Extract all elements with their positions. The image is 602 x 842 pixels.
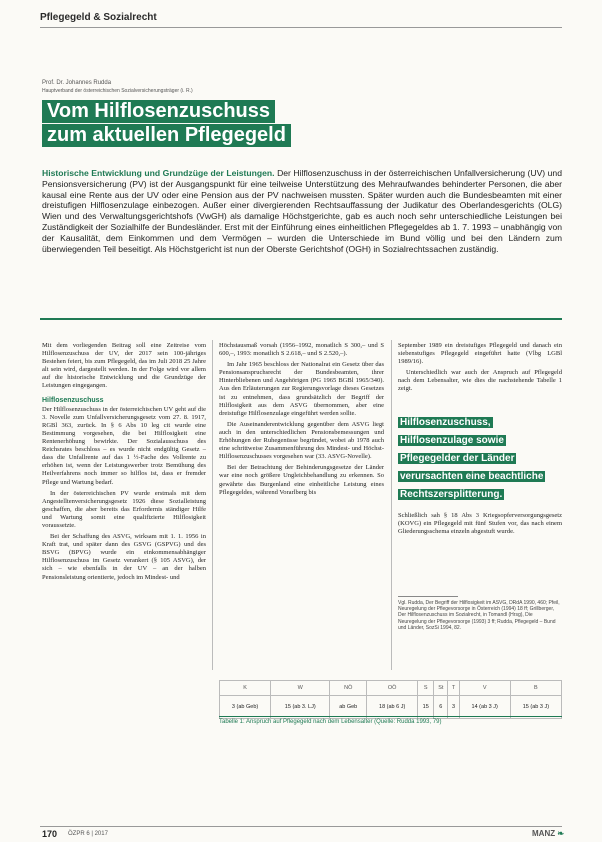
body-paragraph: Im Jahr 1965 beschloss der Nationalrat ein Gesetz über das Pensionsanspruchsrecht der Bundesbeamten, ihrer Hinterbliebenen und Angehörigen (PG 1965 BGBl 1965/340). Aus den Erläuterungen zur Regierungsvorlage dieses Gesetzes ist zu entnehmen, dass grundsätzlich der Begriff der Hilflosigkeit aus dem ASVG übernommen, aber eine dreistufige Hilflosenzulage eingeführt werden sollte. [219, 361, 384, 417]
title-line-1: Vom Hilflosenzuschuss [42, 100, 275, 123]
body-paragraph: Bei der Betrachtung der Behinderungsgesetze der Länder war eine noch größere Ungleichbehandlung zu erkennen. So gewährte das Burgenland eine einheitliche Leistung eines Pflegegeldes, während Vorarlberg bis [219, 464, 384, 496]
section-header: Pflegegeld & Sozialrecht [40, 12, 157, 23]
journal-issue: ÖZPR 6 | 2017 [68, 831, 108, 837]
eligibility-table [219, 680, 562, 719]
footnote-rule [398, 596, 458, 597]
table-cell: 3 [448, 696, 459, 719]
body-paragraph: Die Auseinanderentwicklung gegenüber dem ASVG liegt auch in den unterschiedlichen Pensionsbemessungen und Erhöhungen der Ruhegenüsse begründet, wobei ab 1978 auch eine schrittweise Zusammenführung des Mindest- und Höchst-Hilflosenzuschusses vorgesehen war (33. ASVG-Novelle). [219, 420, 384, 461]
table-header-cell: B [510, 681, 561, 696]
publisher-name: MANZ [532, 829, 556, 838]
footer-rule [40, 826, 562, 827]
table-header-cell: T [448, 681, 459, 696]
table-header-cell: NÖ [330, 681, 367, 696]
column-3 [398, 342, 562, 397]
lead-rule [40, 318, 562, 320]
page-number: 170 [42, 829, 58, 839]
pull-quote [398, 412, 562, 502]
body-paragraph: In der österreichischen PV wurde erstmals mit dem Angestelltenversicherungsgesetz 1926 diese Sozialleistung geschaffen, die aber bereits das Erfordernis ständiger Hilfe und Wartung somit eine qualifizierte Hilflosigkeit voraussetzte. [42, 489, 206, 529]
title-line-2: zum aktuellen Pflegegeld [42, 124, 291, 147]
publisher-logo [532, 829, 564, 838]
lead-heading: Historische Entwicklung und Grundzüge der Leistungen. [42, 168, 275, 178]
header-rule [40, 27, 562, 28]
column-1 [42, 342, 206, 585]
table-cell: 3 (ab Geb) [220, 696, 271, 719]
table-header-row [220, 681, 562, 696]
table-header-cell: V [459, 681, 510, 696]
column-divider [212, 340, 213, 670]
publisher-mark-icon: ❧ [557, 829, 565, 838]
body-paragraph: Der Hilflosenzuschuss in der österreichischen UV geht auf die 3. Novelle zum Unfallversicherungsgesetz vom 27. 8. 1917, RGBl 363, zurück. In § 6 Abs 10 leg cit wurde eine Bestimmung vorgesehen, die bei Hilflosigkeit eine Rentenerhöhung bewirkte. Der Sozialausschuss des Reichsrates beschloss – es wurde nicht endgültig Gesetz – dass die Unfallrente auf das 1 ½-Fache des Vollrente zu erhöhen ist, wenn der Leistungswerber trotz Bemühung des Heilverfahrens noch immer so hilflos ist, dass er fremder Pflege und Wartung bedarf. [42, 405, 206, 486]
table-header-cell: OÖ [367, 681, 418, 696]
pull-quote-text: Hilflosenzuschuss, Hilflosenzulage sowie Pflegegelder der Länder verursachten eine beachtliche Rechtszersplitterung. [400, 417, 544, 500]
table-cell: 15 (ab 3. LJ) [271, 696, 330, 719]
body-paragraph: September 1989 ein dreistufiges Pflegegeld und danach ein siebenstufiges Pflegegeld eingeführt hatte (Vlbg LGBl 1989/16). [398, 342, 562, 366]
footnote: Vgl. Rudda, Der Begriff der Hilflosigkeit im ASVG, DRdA 1990, 460; Pfeil, Neuregelung der Pflegevorsorge in Österreich (1994) 18 ff; Grillberger, Der Hilflosenzuschuss im Sozialrecht, in Tomandl (Hrsg), Die Neuregelung der Pflegevorsorge (1993) 3 ff; Rudda, Pflegegeld – Bund und Länder, SozSi 1994, 82. [398, 600, 560, 631]
body-paragraph: Unterschiedlich war auch der Anspruch auf Pflegegeld nach dem Lebensalter, wie dies die nachstehende Tabelle 1 zeigt. [398, 369, 562, 393]
body-paragraph: Schließlich sah § 18 Abs 3 Kriegsopferversorgungsgesetz (KOVG) ein Pflegegeld mit fünf Stufen vor, das nach einem Gliederungsschema einzeln abgestuft wurde. [398, 512, 562, 536]
body-paragraph: Höchstausmaß vorsah (1956–1992, monatlich S 300,– und S 600,–, 1993: monatlich S 2.618,– und S 2.520,–). [219, 342, 384, 358]
table-cell: 18 (ab 6 J) [367, 696, 418, 719]
table-header-cell: S [418, 681, 434, 696]
table-header-cell: K [220, 681, 271, 696]
body-paragraph: Bei der Schaffung des ASVG, wirksam mit 1. 1. 1956 in Kraft trat, und später dann des GSVG (GSPVG) und des BSVG (BPVG) wurde ein einkommensabhängiger Hilflosenzuschuss im Gesetz verankert (§ 105 ASVG), der sich – wie ebenfalls in der UV – an der halben Pensionsleistung orientierte, jedoch im Mindest- und [42, 533, 206, 581]
intro-paragraph: Mit dem vorliegenden Beitrag soll eine Zeitreise vom Hilflosenzuschuss der UV, der 2017 sein 100-jähriges Bestehen feiert, bis zum Pflegegeld, das im Juli 2018 25 Jahre alt sein wird, dargestellt werden. In der Folge wird vor allem auf die historische Entwicklung und die Grundzüge der Leistungen eingegangen. [42, 342, 206, 390]
table-cell: 15 [418, 696, 434, 719]
author-name: Prof. Dr. Johannes Rudda [42, 80, 112, 86]
table-caption: Tabelle 1: Anspruch auf Pflegegeld nach dem Lebensalter (Quelle: Rudda 1993, 79) [219, 719, 442, 725]
author-affiliation: Hauptverband der österreichischen Sozialversicherungsträger (i. R.) [42, 88, 193, 94]
table-cell: 15 (ab 3 J) [510, 696, 561, 719]
table-header-cell: St [434, 681, 448, 696]
column-3-continued [398, 512, 562, 539]
column-2 [219, 342, 384, 500]
article-title [42, 100, 291, 148]
lead-body: Der Hilflosenzuschuss in der österreichischen Unfallversicherung (UV) und Pensionsversicherung (PV) ist der Ausgangspunkt für eine teilweise Unterstützung des Mehraufwandes behinderter Personen, die aber kausal eine Rente aus der UV oder eine Pension aus der PV nachweisen mussten. Später wurden auch die Bundesbeamten mit einer dreistufigen Hilflosenzulage einbezogen. Außer einer divergierenden Rechtsauffassung der Judikatur des Oberlandesgerichts (OLG) Wien und des Verwaltungsgerichtshofs (VwGH) als damalige Höchstgerichte, gab es auch noch sehr unterschiedliche Leistungen bei Zuständigkeit der Sozialhilfe der Bundesländer. Erst mit der Einführung eines einheitlichen Pflegegeldes ab 1. 7. 1993 – unabhängig von der Kausalität, dem Einkommen und dem Vermögen – wurden die Unterschiede im Bund völlig und bei den Ländern zum überwiegenden Teil beseitigt. Als Höchstgericht ist nun der Oberste Gerichtshof (OGH) in Sozialrechtssachen zuständig. [42, 168, 562, 254]
table-cell: 6 [434, 696, 448, 719]
subheading-hilflosenzuschuss: Hilflosenzuschuss [42, 396, 104, 404]
table-header-cell: W [271, 681, 330, 696]
author-block [42, 79, 193, 95]
caption-rule [219, 716, 562, 717]
table-cell: ab Geb [330, 696, 367, 719]
column-divider [391, 340, 392, 670]
lead-paragraph [42, 168, 562, 254]
table-cell: 14 (ab 3 J) [459, 696, 510, 719]
